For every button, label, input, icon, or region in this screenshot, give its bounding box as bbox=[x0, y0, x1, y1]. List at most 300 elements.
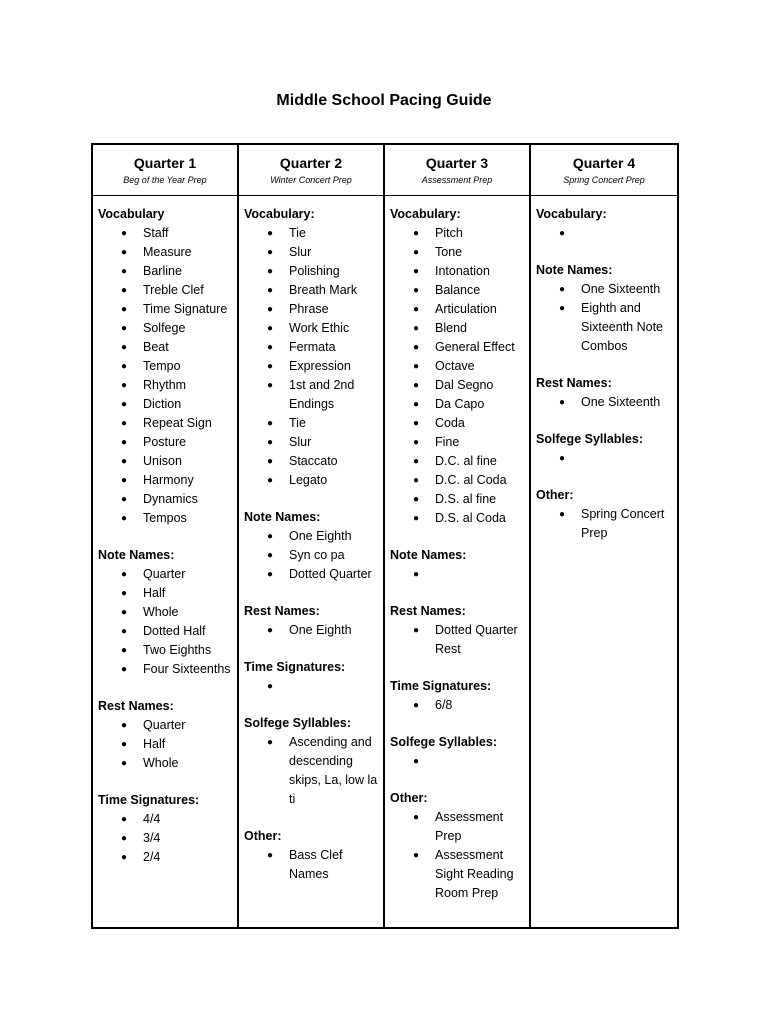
bullet-icon: ● bbox=[413, 756, 420, 767]
bullet-icon: ● bbox=[267, 247, 274, 258]
list-item bbox=[98, 300, 233, 319]
bullet-icon: ● bbox=[267, 550, 274, 561]
bullet-icon: ● bbox=[267, 304, 274, 315]
section-heading: Solfege Syllables: bbox=[390, 735, 497, 749]
section-heading: Rest Names: bbox=[536, 376, 612, 390]
topic-section bbox=[536, 430, 673, 468]
bullet-icon: ● bbox=[413, 569, 420, 580]
list-item bbox=[244, 243, 379, 262]
section-heading: Time Signatures: bbox=[98, 793, 200, 807]
list-item-text: Barline bbox=[143, 264, 182, 278]
bullet-icon: ● bbox=[121, 342, 128, 353]
list-item bbox=[390, 471, 525, 490]
topic-list bbox=[536, 280, 673, 356]
bullet-icon: ● bbox=[413, 850, 420, 861]
topic-list bbox=[390, 808, 525, 903]
bullet-icon: ● bbox=[267, 625, 274, 636]
topic-list bbox=[390, 752, 525, 771]
bullet-icon: ● bbox=[121, 456, 128, 467]
bullet-icon: ● bbox=[121, 664, 128, 675]
bullet-icon: ● bbox=[121, 513, 128, 524]
list-item bbox=[390, 376, 525, 395]
quarter-header bbox=[385, 145, 529, 196]
list-item-text: Dotted Quarter Rest bbox=[435, 623, 518, 656]
list-item bbox=[98, 565, 233, 584]
section-heading: Vocabulary: bbox=[244, 207, 315, 221]
list-item-text: One Sixteenth bbox=[581, 282, 661, 296]
bullet-icon: ● bbox=[267, 456, 274, 467]
list-item-text: Assessment Prep bbox=[435, 810, 504, 843]
list-item-text: Staff bbox=[143, 226, 169, 240]
bullet-icon: ● bbox=[267, 285, 274, 296]
list-item bbox=[98, 357, 233, 376]
list-item-text: D.C. al fine bbox=[435, 454, 497, 468]
section-heading: Rest Names: bbox=[98, 699, 174, 713]
list-item bbox=[390, 433, 525, 452]
list-item-text: Phrase bbox=[289, 302, 329, 316]
list-item-text: Two Eighths bbox=[143, 643, 212, 657]
section-heading: Other: bbox=[244, 829, 282, 843]
quarter-body bbox=[385, 196, 529, 921]
list-item bbox=[390, 395, 525, 414]
topic-list bbox=[98, 810, 233, 867]
topic-list bbox=[536, 393, 673, 412]
section-heading: Time Signatures: bbox=[244, 660, 346, 674]
list-item bbox=[390, 696, 525, 715]
bullet-icon: ● bbox=[559, 453, 566, 464]
bullet-icon: ● bbox=[413, 361, 420, 372]
topic-section bbox=[244, 205, 379, 490]
list-item bbox=[244, 846, 379, 884]
bullet-icon: ● bbox=[559, 509, 566, 520]
topic-list bbox=[390, 696, 525, 715]
section-heading: Rest Names: bbox=[390, 604, 466, 618]
topic-section bbox=[390, 205, 525, 528]
section-heading: Rest Names: bbox=[244, 604, 320, 618]
topic-list bbox=[98, 565, 233, 679]
list-item bbox=[390, 300, 525, 319]
list-item bbox=[98, 641, 233, 660]
list-item-text: Work Ethic bbox=[289, 321, 350, 335]
bullet-icon: ● bbox=[559, 228, 566, 239]
quarter-column bbox=[385, 145, 531, 927]
bullet-icon: ● bbox=[121, 399, 128, 410]
list-item-text: Rhythm bbox=[143, 378, 187, 392]
list-item bbox=[98, 829, 233, 848]
list-item-text: Measure bbox=[143, 245, 192, 259]
bullet-icon: ● bbox=[559, 284, 566, 295]
list-item-text: Intonation bbox=[435, 264, 490, 278]
list-item bbox=[244, 565, 379, 584]
list-item bbox=[98, 338, 233, 357]
bullet-icon: ● bbox=[267, 737, 274, 748]
topic-section bbox=[98, 546, 233, 679]
bullet-icon: ● bbox=[121, 437, 128, 448]
topic-section bbox=[536, 261, 673, 356]
topic-section bbox=[98, 205, 233, 528]
topic-list bbox=[390, 565, 525, 584]
quarter-column bbox=[531, 145, 677, 927]
quarter-title: Quarter 1 bbox=[133, 155, 197, 171]
list-item-text: Ascending and descending skips, La, low la ti bbox=[289, 735, 378, 806]
quarter-subtitle: Winter Concert Prep bbox=[270, 175, 352, 185]
topic-section bbox=[536, 374, 673, 412]
list-item bbox=[244, 621, 379, 640]
topic-list bbox=[244, 621, 379, 640]
topic-section bbox=[98, 791, 233, 867]
bullet-icon: ● bbox=[121, 494, 128, 505]
quarter-header bbox=[531, 145, 677, 196]
bullet-icon: ● bbox=[121, 361, 128, 372]
bullet-icon: ● bbox=[267, 323, 274, 334]
topic-list bbox=[98, 716, 233, 773]
list-item bbox=[536, 505, 673, 543]
section-heading: Note Names: bbox=[536, 263, 613, 277]
list-item bbox=[98, 224, 233, 243]
bullet-icon: ● bbox=[413, 266, 420, 277]
section-heading: Other: bbox=[536, 488, 574, 502]
section-heading: Time Signatures: bbox=[390, 679, 492, 693]
bullet-icon: ● bbox=[267, 681, 274, 692]
list-item bbox=[98, 848, 233, 867]
list-item-text: Four Sixteenths bbox=[143, 662, 231, 676]
quarter-column bbox=[93, 145, 239, 927]
list-item bbox=[390, 338, 525, 357]
page-title: Middle School Pacing Guide bbox=[276, 92, 492, 109]
list-item-text: Syn co pa bbox=[289, 548, 345, 562]
list-item-text: Legato bbox=[289, 473, 328, 487]
bullet-icon: ● bbox=[413, 228, 420, 239]
list-item-text: Fine bbox=[435, 435, 460, 449]
section-heading: Solfege Syllables: bbox=[536, 432, 643, 446]
list-item bbox=[244, 677, 379, 696]
list-item bbox=[536, 280, 673, 299]
list-item-text: Fermata bbox=[289, 340, 336, 354]
bullet-icon: ● bbox=[121, 285, 128, 296]
bullet-icon: ● bbox=[413, 285, 420, 296]
list-item bbox=[390, 243, 525, 262]
quarter-title: Quarter 2 bbox=[279, 155, 343, 171]
list-item bbox=[98, 262, 233, 281]
bullet-icon: ● bbox=[121, 228, 128, 239]
list-item-text: Whole bbox=[143, 605, 179, 619]
list-item bbox=[390, 262, 525, 281]
bullet-icon: ● bbox=[413, 418, 420, 429]
bullet-icon: ● bbox=[413, 437, 420, 448]
list-item bbox=[98, 660, 233, 679]
section-heading: Vocabulary bbox=[98, 207, 165, 221]
list-item bbox=[390, 808, 525, 846]
list-item-text: Assessment Sight Reading Room Prep bbox=[435, 848, 514, 900]
list-item bbox=[244, 262, 379, 281]
topic-section bbox=[244, 827, 379, 884]
topic-list bbox=[244, 527, 379, 584]
list-item bbox=[244, 733, 379, 809]
list-item bbox=[244, 414, 379, 433]
list-item bbox=[244, 433, 379, 452]
topic-list bbox=[536, 505, 673, 543]
list-item-text: Da Capo bbox=[435, 397, 485, 411]
bullet-icon: ● bbox=[121, 247, 128, 258]
bullet-icon: ● bbox=[413, 342, 420, 353]
topic-section bbox=[244, 714, 379, 809]
bullet-icon: ● bbox=[121, 607, 128, 618]
bullet-icon: ● bbox=[121, 626, 128, 637]
list-item bbox=[98, 433, 233, 452]
section-heading: Solfege Syllables: bbox=[244, 716, 351, 730]
list-item-text: Coda bbox=[435, 416, 465, 430]
topic-list bbox=[390, 621, 525, 659]
list-item bbox=[536, 449, 673, 468]
bullet-icon: ● bbox=[413, 812, 420, 823]
list-item-text: One Sixteenth bbox=[581, 395, 661, 409]
list-item-text: D.S. al Coda bbox=[435, 511, 506, 525]
topic-section bbox=[244, 602, 379, 640]
bullet-icon: ● bbox=[559, 303, 566, 314]
topic-section bbox=[390, 733, 525, 771]
list-item-text: Time Signature bbox=[143, 302, 228, 316]
bullet-icon: ● bbox=[267, 850, 274, 861]
bullet-icon: ● bbox=[121, 380, 128, 391]
list-item-text: Posture bbox=[143, 435, 187, 449]
bullet-icon: ● bbox=[559, 397, 566, 408]
bullet-icon: ● bbox=[267, 266, 274, 277]
list-item bbox=[98, 471, 233, 490]
bullet-icon: ● bbox=[267, 531, 274, 542]
topic-section bbox=[390, 677, 525, 715]
section-heading: Other: bbox=[390, 791, 428, 805]
bullet-icon: ● bbox=[413, 304, 420, 315]
bullet-icon: ● bbox=[121, 720, 128, 731]
list-item-text: Balance bbox=[435, 283, 481, 297]
list-item bbox=[98, 603, 233, 622]
topic-section bbox=[390, 789, 525, 903]
list-item-text: Octave bbox=[435, 359, 475, 373]
list-item-text: Expression bbox=[289, 359, 351, 373]
list-item-text: Blend bbox=[435, 321, 467, 335]
list-item-text: Slur bbox=[289, 435, 312, 449]
list-item-text: 3/4 bbox=[143, 831, 161, 845]
quarter-subtitle: Beg of the Year Prep bbox=[123, 175, 207, 185]
list-item bbox=[390, 224, 525, 243]
topic-list bbox=[390, 224, 525, 528]
list-item-text: Beat bbox=[143, 340, 169, 354]
list-item-text: Half bbox=[143, 586, 166, 600]
list-item bbox=[98, 584, 233, 603]
list-item bbox=[390, 357, 525, 376]
list-item bbox=[244, 546, 379, 565]
list-item-text: Dotted Half bbox=[143, 624, 206, 638]
bullet-icon: ● bbox=[267, 475, 274, 486]
topic-list bbox=[244, 846, 379, 884]
bullet-icon: ● bbox=[121, 588, 128, 599]
bullet-icon: ● bbox=[413, 323, 420, 334]
list-item bbox=[536, 299, 673, 356]
topic-section bbox=[390, 546, 525, 584]
quarter-header bbox=[239, 145, 383, 196]
list-item-text: D.C. al Coda bbox=[435, 473, 507, 487]
list-item-text: Dynamics bbox=[143, 492, 198, 506]
bullet-icon: ● bbox=[121, 304, 128, 315]
list-item bbox=[536, 393, 673, 412]
list-item bbox=[98, 622, 233, 641]
list-item-text: One Eighth bbox=[289, 623, 352, 637]
list-item bbox=[390, 414, 525, 433]
list-item-text: Tempos bbox=[143, 511, 187, 525]
list-item bbox=[98, 810, 233, 829]
list-item bbox=[98, 395, 233, 414]
topic-list bbox=[244, 677, 379, 696]
quarter-title: Quarter 4 bbox=[572, 155, 636, 171]
list-item-text: Eighth and Sixteenth Note Combos bbox=[581, 301, 663, 353]
list-item bbox=[98, 509, 233, 528]
list-item bbox=[244, 357, 379, 376]
topic-section bbox=[98, 697, 233, 773]
list-item-text: Staccato bbox=[289, 454, 338, 468]
list-item-text: Harmony bbox=[143, 473, 194, 487]
topic-list bbox=[98, 224, 233, 528]
list-item-text: Tone bbox=[435, 245, 463, 259]
list-item-text: One Eighth bbox=[289, 529, 352, 543]
list-item bbox=[390, 621, 525, 659]
bullet-icon: ● bbox=[413, 399, 420, 410]
topic-list bbox=[244, 224, 379, 490]
list-item-text: Unison bbox=[143, 454, 182, 468]
list-item-text: Treble Clef bbox=[143, 283, 204, 297]
list-item bbox=[390, 281, 525, 300]
bullet-icon: ● bbox=[121, 739, 128, 750]
list-item bbox=[244, 281, 379, 300]
bullet-icon: ● bbox=[267, 342, 274, 353]
list-item bbox=[98, 452, 233, 471]
list-item-text: Tie bbox=[289, 416, 306, 430]
list-item-text: 6/8 bbox=[435, 698, 453, 712]
bullet-icon: ● bbox=[121, 475, 128, 486]
list-item bbox=[390, 509, 525, 528]
bullet-icon: ● bbox=[267, 380, 274, 391]
list-item-text: Breath Mark bbox=[289, 283, 358, 297]
list-item-text: Dal Segno bbox=[435, 378, 494, 392]
bullet-icon: ● bbox=[121, 833, 128, 844]
bullet-icon: ● bbox=[121, 323, 128, 334]
list-item-text: Tempo bbox=[143, 359, 181, 373]
list-item bbox=[98, 490, 233, 509]
list-item bbox=[244, 224, 379, 243]
list-item bbox=[98, 716, 233, 735]
quarter-body bbox=[239, 196, 383, 902]
bullet-icon: ● bbox=[413, 513, 420, 524]
list-item bbox=[390, 846, 525, 903]
list-item-text: D.S. al fine bbox=[435, 492, 497, 506]
quarter-title: Quarter 3 bbox=[425, 155, 489, 171]
list-item bbox=[244, 452, 379, 471]
list-item-text: General Effect bbox=[435, 340, 515, 354]
list-item-text: 4/4 bbox=[143, 812, 161, 826]
list-item bbox=[98, 376, 233, 395]
bullet-icon: ● bbox=[413, 475, 420, 486]
bullet-icon: ● bbox=[413, 625, 420, 636]
list-item-text: Solfege bbox=[143, 321, 186, 335]
bullet-icon: ● bbox=[121, 645, 128, 656]
topic-list bbox=[536, 449, 673, 468]
list-item-text: Spring Concert Prep bbox=[581, 507, 665, 540]
bullet-icon: ● bbox=[121, 418, 128, 429]
list-item bbox=[98, 243, 233, 262]
bullet-icon: ● bbox=[121, 569, 128, 580]
list-item bbox=[244, 376, 379, 414]
list-item-text: Bass Clef Names bbox=[289, 848, 343, 881]
list-item-text: Articulation bbox=[435, 302, 497, 316]
bullet-icon: ● bbox=[413, 700, 420, 711]
bullet-icon: ● bbox=[413, 494, 420, 505]
list-item bbox=[244, 338, 379, 357]
quarter-body bbox=[531, 196, 677, 561]
list-item-text: 2/4 bbox=[143, 850, 161, 864]
list-item bbox=[390, 452, 525, 471]
topic-list bbox=[244, 733, 379, 809]
list-item bbox=[244, 527, 379, 546]
list-item-text: Half bbox=[143, 737, 166, 751]
bullet-icon: ● bbox=[413, 380, 420, 391]
topic-section bbox=[536, 486, 673, 543]
list-item-text: Polishing bbox=[289, 264, 340, 278]
section-heading: Vocabulary: bbox=[390, 207, 461, 221]
list-item-text: Slur bbox=[289, 245, 312, 259]
pacing-guide-table bbox=[91, 143, 679, 929]
list-item bbox=[98, 319, 233, 338]
topic-section bbox=[390, 602, 525, 659]
quarter-body bbox=[93, 196, 237, 885]
bullet-icon: ● bbox=[267, 228, 274, 239]
list-item-text: Dotted Quarter bbox=[289, 567, 372, 581]
section-heading: Note Names: bbox=[98, 548, 175, 562]
bullet-icon: ● bbox=[267, 418, 274, 429]
topic-section bbox=[244, 508, 379, 584]
list-item-text: Whole bbox=[143, 756, 179, 770]
section-heading: Note Names: bbox=[390, 548, 467, 562]
list-item-text: Diction bbox=[143, 397, 182, 411]
list-item bbox=[244, 471, 379, 490]
section-heading: Vocabulary: bbox=[536, 207, 607, 221]
quarter-header bbox=[93, 145, 237, 196]
bullet-icon: ● bbox=[121, 758, 128, 769]
bullet-icon: ● bbox=[121, 814, 128, 825]
list-item-text: Quarter bbox=[143, 718, 186, 732]
topic-list bbox=[536, 224, 673, 243]
list-item bbox=[98, 414, 233, 433]
section-heading: Note Names: bbox=[244, 510, 321, 524]
list-item bbox=[98, 754, 233, 773]
bullet-icon: ● bbox=[413, 247, 420, 258]
list-item-text: Tie bbox=[289, 226, 306, 240]
topic-section bbox=[536, 205, 673, 243]
list-item bbox=[536, 224, 673, 243]
list-item-text: Quarter bbox=[143, 567, 186, 581]
list-item bbox=[244, 300, 379, 319]
bullet-icon: ● bbox=[267, 437, 274, 448]
bullet-icon: ● bbox=[413, 456, 420, 467]
list-item bbox=[98, 735, 233, 754]
quarter-subtitle: Spring Concert Prep bbox=[563, 175, 645, 185]
list-item bbox=[98, 281, 233, 300]
bullet-icon: ● bbox=[121, 852, 128, 863]
list-item-text: 1st and 2nd Endings bbox=[289, 378, 355, 411]
list-item bbox=[390, 319, 525, 338]
list-item bbox=[244, 319, 379, 338]
list-item bbox=[390, 565, 525, 584]
list-item-text: Repeat Sign bbox=[143, 416, 212, 430]
list-item bbox=[390, 752, 525, 771]
